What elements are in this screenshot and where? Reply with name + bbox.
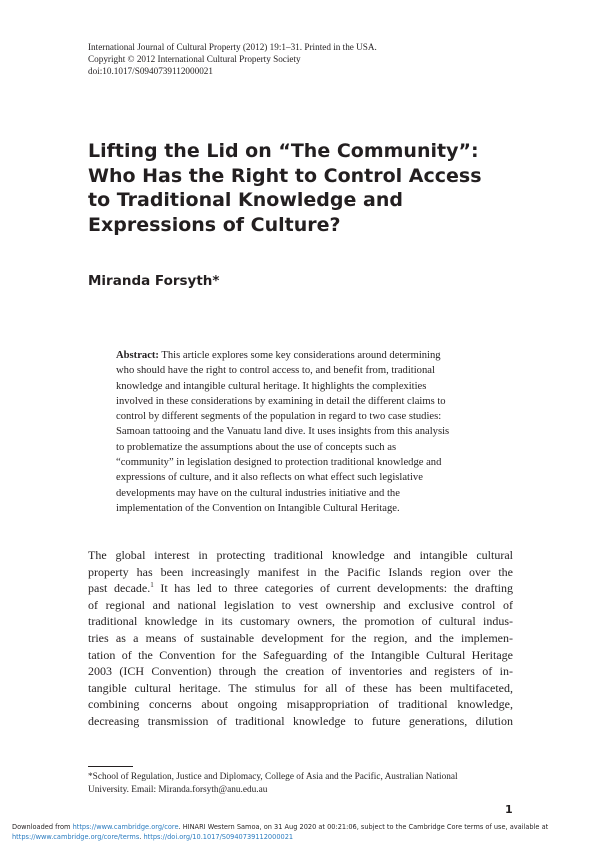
- download-text: Downloaded from: [12, 823, 73, 831]
- abstract-line: implementation of the Convention on Intangible Cultural Heritage.: [116, 502, 400, 514]
- page-number: 1: [505, 803, 513, 816]
- body-text-span: It has led to three categories of current developments: the drafting: [153, 581, 513, 596]
- abstract-line: [116, 348, 514, 363]
- cambridge-core-link[interactable]: https://www.cambridge.org/core: [72, 823, 179, 831]
- doi-link[interactable]: https://doi.org/10.1017/S0940739112000021: [143, 833, 294, 841]
- abstract-line: knowledge and intangible cultural heritage. It highlights the complexities: [116, 380, 427, 392]
- abstract-label: Abstract:: [116, 350, 159, 361]
- body-text-span: past decade.: [88, 581, 151, 596]
- body-line: tation of the Convention for the Safeguarding of the Intangible Cultural Heritage: [88, 647, 513, 662]
- body-line: of regional and national legislation to vest ownership and exclusive control of: [88, 597, 513, 612]
- title-line: Who Has the Right to Control Access: [88, 164, 482, 187]
- author: Miranda Forsyth*: [88, 273, 220, 289]
- abstract-line: expressions of culture, and it also reflects on what effect such legislative: [116, 472, 423, 484]
- footnote-line: University. Email: Miranda.forsyth@anu.edu.au: [88, 784, 268, 795]
- journal-citation: International Journal of Cultural Property (2012) 19:1–31. Printed in the USA.: [88, 42, 377, 52]
- body-line: 2003 (ICH Convention) through the creation of inventories and registers of in-: [88, 664, 513, 679]
- footnote: [88, 771, 518, 796]
- abstract-line: who should have the right to control access to, and benefit from, traditional: [116, 365, 435, 377]
- title-line: Lifting the Lid on “The Community”:: [88, 140, 479, 162]
- abstract-line: “community” in legislation designed to protection traditional knowledge and: [116, 457, 442, 469]
- abstract-line: to problematize the assumptions about the use of concepts such as: [116, 441, 397, 453]
- body-line: tangible cultural heritage. The stimulus for all of these has been multifaceted,: [88, 680, 513, 695]
- abstract-text: This article explores some key considerations around determining: [158, 350, 441, 361]
- terms-link[interactable]: https://www.cambridge.org/core/terms: [12, 833, 140, 841]
- body-line: [88, 580, 513, 597]
- abstract-line: developments may have on the cultural industries initiative and the: [116, 487, 400, 499]
- title-line: to Traditional Knowledge and: [88, 189, 403, 211]
- body-line: property has been increasingly manifest in the Pacific Islands region over the: [88, 564, 513, 579]
- journal-header: [88, 41, 377, 77]
- abstract-line: involved in these considerations by examining in detail the different claims to: [116, 395, 446, 407]
- article-title: [88, 139, 482, 237]
- footnote-ref[interactable]: 1: [150, 581, 154, 590]
- body-line: The global interest in protecting traditional knowledge and intangible cultural: [88, 548, 513, 562]
- body-line: tries as a means of sustainable development for the region, and the implemen-: [88, 630, 513, 645]
- abstract: [116, 348, 514, 516]
- footnote-line: *School of Regulation, Justice and Diplomacy, College of Asia and the Pacific, Australian National: [88, 772, 458, 782]
- abstract-line: Samoan tattooing and the Vanuatu land dive. It uses insights from this analysis: [116, 426, 450, 438]
- body-text: [88, 547, 513, 730]
- body-line: traditional knowledge in its customary owners, the promotion of cultural indus-: [88, 614, 513, 629]
- doi: doi:10.1017/S0940739112000021: [88, 66, 213, 76]
- download-text: . HINARI Western Samoa, on 31 Aug 2020 at 00:21:06, subject to the Cambridge Core terms of use, available at: [178, 823, 549, 831]
- title-line: Expressions of Culture?: [88, 213, 341, 236]
- copyright: Copyright © 2012 International Cultural Property Society: [88, 54, 301, 64]
- body-line: combining concerns about ongoing misappropriation of traditional knowledge,: [88, 697, 513, 712]
- download-notice: [12, 822, 592, 842]
- abstract-line: control by different segments of the population in regard to two case studies:: [116, 411, 442, 423]
- footnote-divider: [88, 766, 133, 767]
- separator: .: [139, 833, 144, 841]
- body-line: decreasing transmission of traditional knowledge to future generations, dilution: [88, 713, 513, 728]
